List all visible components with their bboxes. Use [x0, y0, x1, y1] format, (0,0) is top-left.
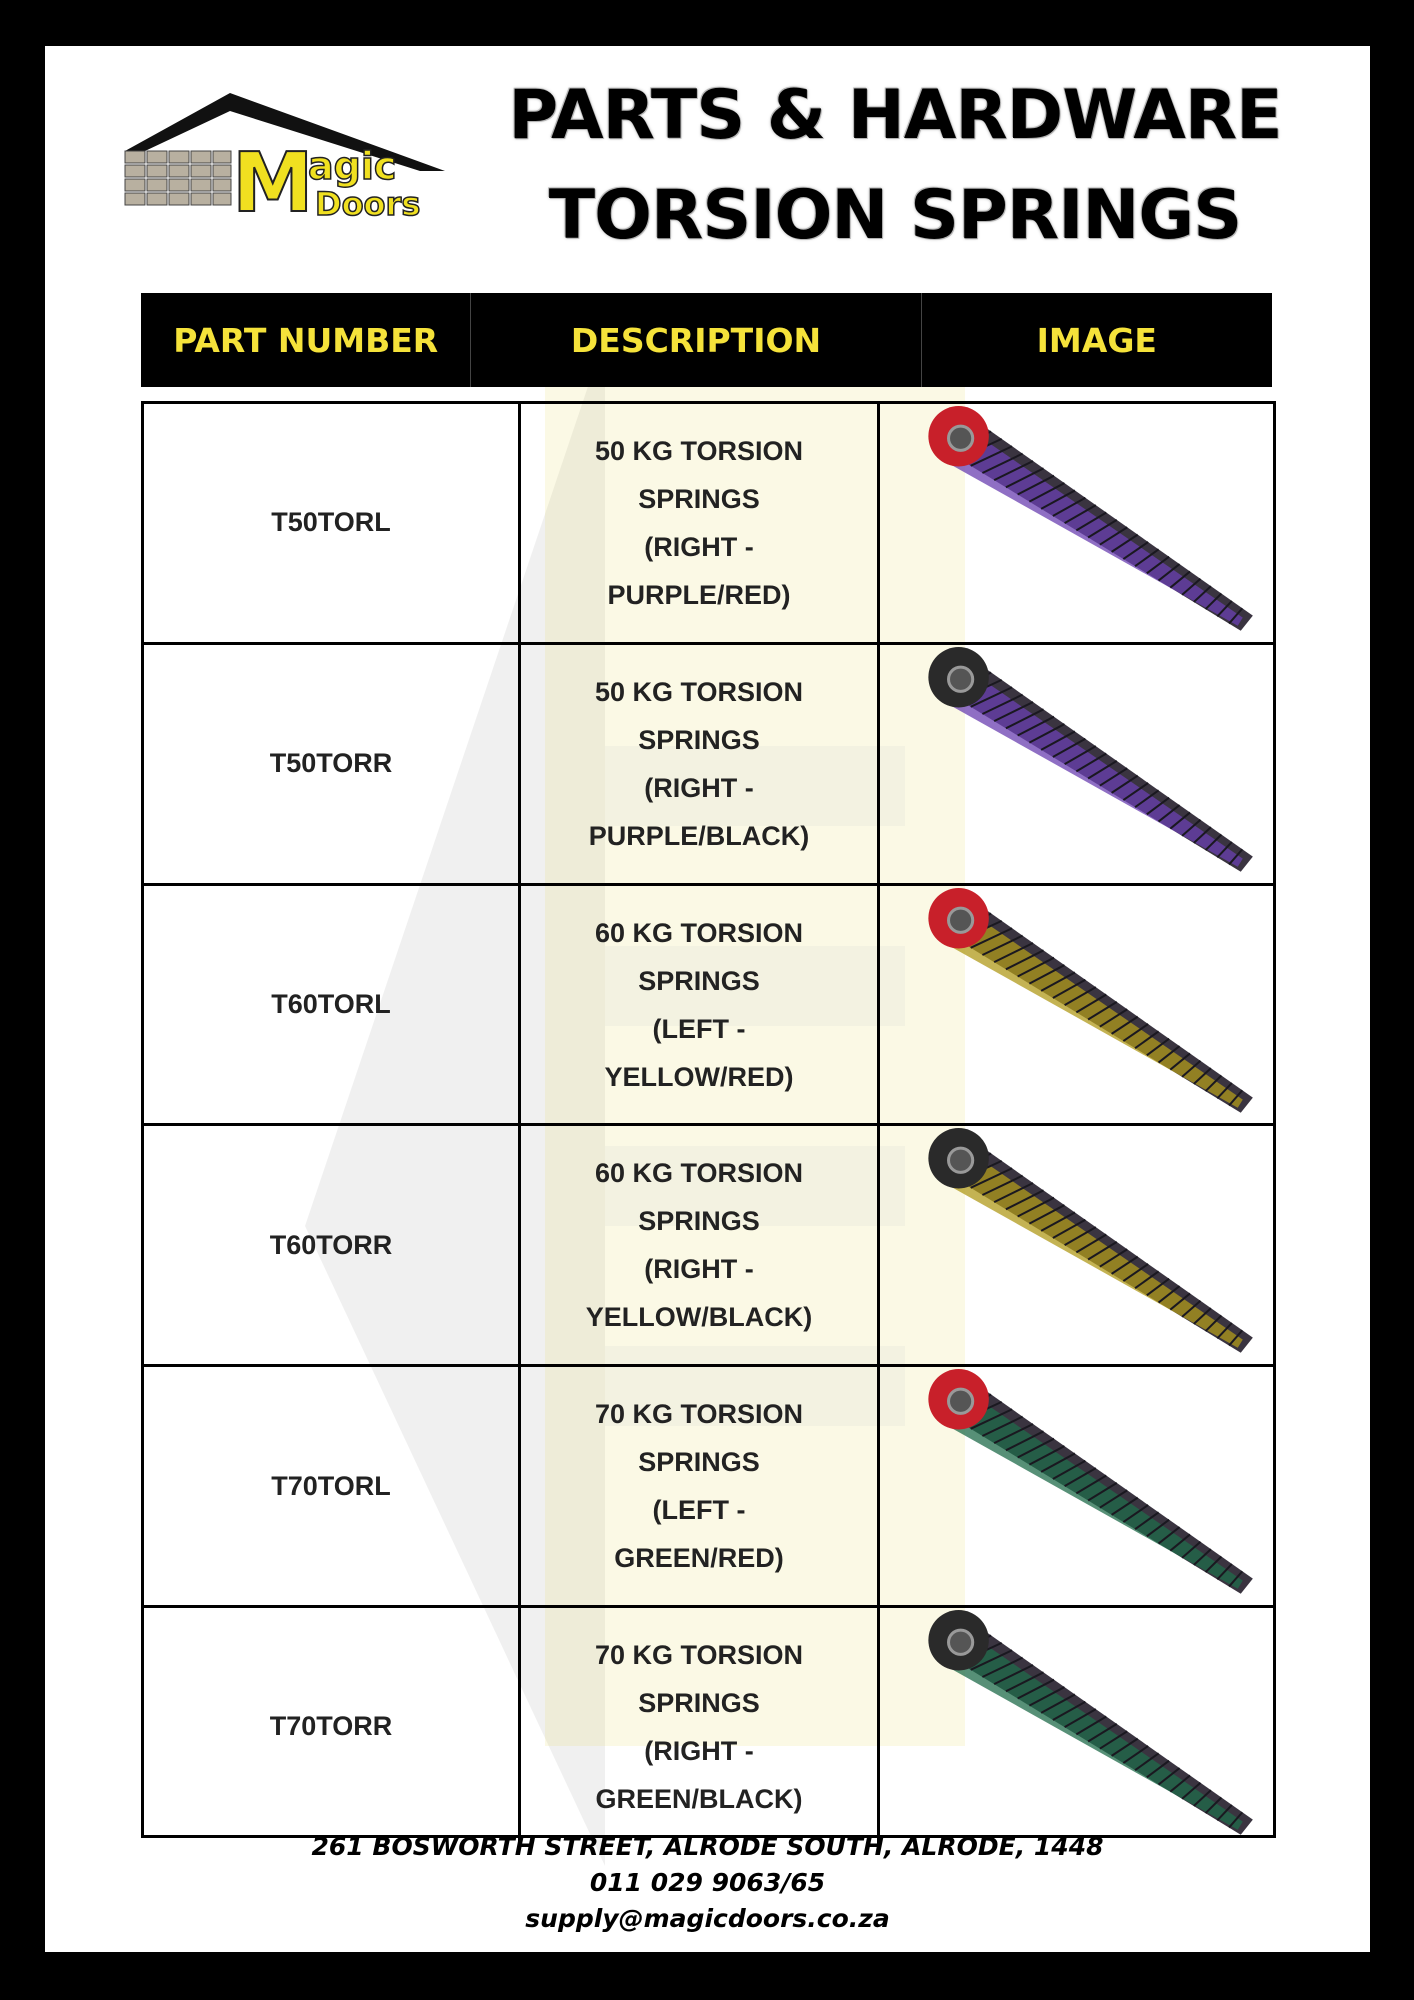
description — [521, 645, 880, 883]
table-header — [141, 293, 1272, 387]
description-line: (RIGHT - — [644, 1735, 754, 1766]
description — [521, 1367, 880, 1605]
table-row — [144, 1367, 1273, 1608]
torsion-spring-icon — [880, 1367, 1273, 1605]
description — [521, 1126, 880, 1364]
description-line: (RIGHT - — [644, 531, 754, 562]
description — [521, 1608, 880, 1846]
table-row — [144, 404, 1273, 645]
svg-text:Doors: Doors — [315, 185, 421, 223]
price-sheet — [45, 46, 1370, 1952]
spring-image — [880, 1367, 1273, 1605]
part-number: T60TORL — [144, 886, 521, 1124]
torsion-spring-icon — [880, 1126, 1273, 1364]
description-line: SPRINGS — [638, 724, 760, 755]
description-line: (RIGHT - — [644, 772, 754, 803]
description-line: (LEFT - — [652, 1013, 746, 1044]
spring-image — [880, 1608, 1273, 1846]
description — [521, 886, 880, 1124]
part-number: T70TORL — [144, 1367, 521, 1605]
description-line: (LEFT - — [652, 1495, 746, 1526]
description-line: 60 KG TORSION — [594, 917, 804, 948]
description-line: 70 KG TORSION — [594, 1399, 804, 1430]
table-row — [144, 645, 1273, 886]
parts-table — [141, 401, 1276, 1838]
description-line: SPRINGS — [638, 1687, 760, 1718]
footer-address: 261 BOSWORTH STREET, ALRODE SOUTH, ALRODE, 1448 — [311, 1832, 1104, 1861]
description-line: PURPLE/RED) — [607, 579, 791, 610]
torsion-spring-icon — [880, 404, 1273, 642]
magic-doors-logo — [120, 91, 450, 241]
description-line: 50 KG TORSION — [594, 676, 804, 707]
description-line: PURPLE/BLACK) — [588, 820, 810, 851]
description-line: SPRINGS — [638, 965, 760, 996]
torsion-spring-icon — [880, 886, 1273, 1124]
description-line: SPRINGS — [638, 483, 760, 514]
description-line: GREEN/RED) — [614, 1543, 784, 1574]
page-title-line-2: TORSION SPRINGS — [548, 176, 1242, 255]
description-line: 50 KG TORSION — [594, 435, 804, 466]
table-row — [144, 1608, 1273, 1846]
description-line: 70 KG TORSION — [594, 1639, 804, 1670]
table-row — [144, 1126, 1273, 1367]
spring-image — [880, 1126, 1273, 1364]
torsion-spring-icon — [880, 645, 1273, 883]
description-line: (RIGHT - — [644, 1254, 754, 1285]
spring-image — [880, 886, 1273, 1124]
footer-phone: 011 029 9063/65 — [589, 1868, 826, 1897]
description — [521, 404, 880, 642]
description-line: YELLOW/BLACK) — [585, 1302, 813, 1333]
footer-email[interactable]: supply@magicdoors.co.za — [525, 1904, 890, 1933]
description-line: 60 KG TORSION — [594, 1158, 804, 1189]
table-row — [144, 886, 1273, 1127]
header-part-number: PART NUMBER — [141, 293, 471, 387]
part-number: T50TORR — [144, 645, 521, 883]
part-number: T60TORR — [144, 1126, 521, 1364]
spring-image — [880, 645, 1273, 883]
page-title-line-1: PARTS & HARDWARE — [508, 76, 1282, 155]
header-image: IMAGE — [1036, 320, 1157, 360]
torsion-spring-icon — [880, 1608, 1273, 1846]
description-line: SPRINGS — [638, 1447, 760, 1478]
svg-text:M: M — [232, 136, 314, 231]
description-line: YELLOW/RED) — [604, 1061, 794, 1092]
description-line: GREEN/BLACK) — [595, 1783, 803, 1814]
part-number: T50TORL — [144, 404, 521, 642]
description-line: SPRINGS — [638, 1206, 760, 1237]
svg-text:agic: agic — [308, 144, 397, 188]
part-number: T70TORR — [144, 1608, 521, 1846]
header-description: DESCRIPTION — [471, 293, 921, 387]
spring-image — [880, 404, 1273, 642]
